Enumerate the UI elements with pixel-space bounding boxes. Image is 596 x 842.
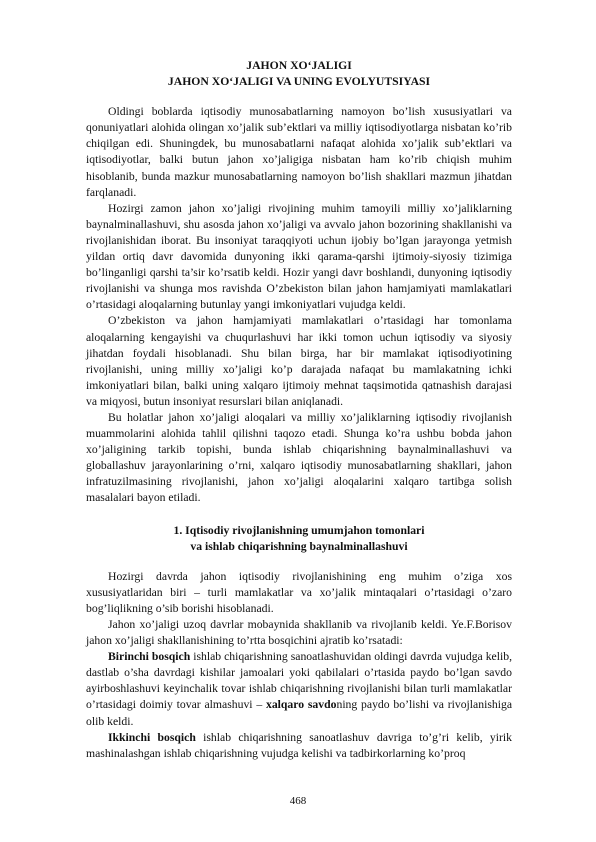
page-number: 468 (289, 795, 307, 807)
paragraph: Jahon xo’jaligi uzoq davrlar mobaynida shakllanib va rivojlanib keldi. Ye.F.Borisov jahon xo’jaligi shakllanishining to’rtta bosqichini ajratib ko’rsatadi: (86, 618, 512, 648)
paragraph-text: ishlab chiqarishning sanoatlashuv davriga to’g’ri kelib, yirik mashinalashgan ishlab chiqarishning vujudga kelishi va tadbirkorlarning ko’proq (86, 730, 512, 760)
stage-term: Birinchi bosqich (108, 650, 191, 664)
document-title: JAHON XO‘JALIGI (246, 59, 352, 72)
section-heading-line: 1. Iqtisodiy rivojlanishning umumjahon tomonlari (173, 523, 425, 537)
paragraph-text: ning paydo bo’lishi va rivojlanishiga olib keldi. (86, 698, 513, 728)
paragraph-text: ishlab chiqarishning sanoatlashuvidan oldingi davrda vujudga kelib, dastlab o’sha davrdagi kishilar jamoalari yoki qabilalari o’rtasida paydo bo’lgan savdo ayirboshlashuvi keyinchalik tovar ishlab chiqarishning rivojlanishi bilan turli mamlakatlar o’rtasidagi doimiy tovar almashuvi – (86, 650, 513, 712)
section-heading (86, 523, 512, 555)
paragraph: Bu holatlar jahon xo’jaligi aloqalari va milliy xo’jaliklarning iqtisodiy rivojlanish muammolarini alohida tahlil qilishni taqozo etadi. Shunga ko’ra ushbu bobda jahon xo’jaligining tarkib topishi, bunda ishlab chiqarishning baynalminallashuvi va globallashuv jarayonlarining o’rni, xalqaro iqtisodiy munosabatlarning shakllari, jahon infratuzilmasining rivojlanishi, jahon xo’jaligi aloqalarini xalqaro tartibga solish masalalari bayon etiladi. (86, 410, 512, 505)
paragraph (86, 730, 512, 762)
paragraph (86, 649, 512, 729)
paragraph: O’zbekiston va jahon hamjamiyati mamlakatlari o’rtasidagi har tomonlama aloqalarning kengayishi va chuqurlashuvi har ikki tomon uchun iqtisodiy va siyosiy jihatdan foydali hisoblanadi. Shu bilan birga, har bir mamlakat iqtisodiyotining rivojlanishi, uning milliy xo’jaligi ko’p darajada nafaqat bu mamlakatning ichki imkoniyatlari bilan, balki uning xalqaro ijtimoiy mehnat taqsimotida qatnashish darajasi va miqyosi, butun insoniyat resurslari bilan aniqlanadi. (86, 314, 512, 408)
stage-term: Ikkinchi bosqich (108, 730, 196, 744)
document-page (86, 58, 512, 762)
paragraph: Oldingi boblarda iqtisodiy munosabatlarning namoyon bo’lish xususiyatlari va qonuniyatlari alohida olingan xo’jalik sub’ektlari va milliy iqtisodiyotlarga nisbatan ko’rib chiqilgan edi. Shuningdek, bu munosabatlarni nafaqat alohida xo’jalik sub’ektlari va iqtisodiyotlar, balki butun jahon xo’jaligiga nisbatan ham ko’rib chiqish muhim hisoblanib, bunda mazkur munosabatlarning namoyon bo’lish shakllari mazmun jihatdan farqlanadi. (86, 105, 512, 199)
section-heading-line: va ishlab chiqarishning baynalminallashuvi (190, 539, 408, 553)
key-term: xalqaro savdo (265, 698, 337, 712)
document-subtitle: JAHON XO‘JALIGI VA UNING EVOLYUTSIYASI (167, 75, 431, 89)
paragraph: Hozirgi davrda jahon iqtisodiy rivojlanishining eng muhim o’ziga xos xususiyatlaridan biri – turli mamlakatlar va xo’jalik mintaqalari o’rtasidagi o’zaro bog’liqlikning o’sib borishi hisoblanadi. (86, 569, 512, 615)
paragraph: Hozirgi zamon jahon xo’jaligi rivojining muhim tamoyili milliy xo’jaliklarning baynalminallashuvi, shu asosda jahon xo’jaligi va avvalo jahon bozorining shakllanishi va rivojlanishidan iborat. Bu insoniyat taraqqiyoti uchun ijobiy bo’lgan jarayonga yetmish yildan ortiq davr davomida dunyoning ikki qarama-qarshi ijtimoiy-siyosiy tizimiga bo’linganligi qarshi ta’sir ko’rsatib keldi. Hozir yangi davr boshlandi, dunyoning iqtisodiy rivojlanishi va shunga mos ravishda O’zbekiston bilan jahon hamjamiyati mamlakatlari o’rtasidagi aloqalarning butunlay yangi imkoniyatlari vujudga keldi. (86, 201, 512, 312)
